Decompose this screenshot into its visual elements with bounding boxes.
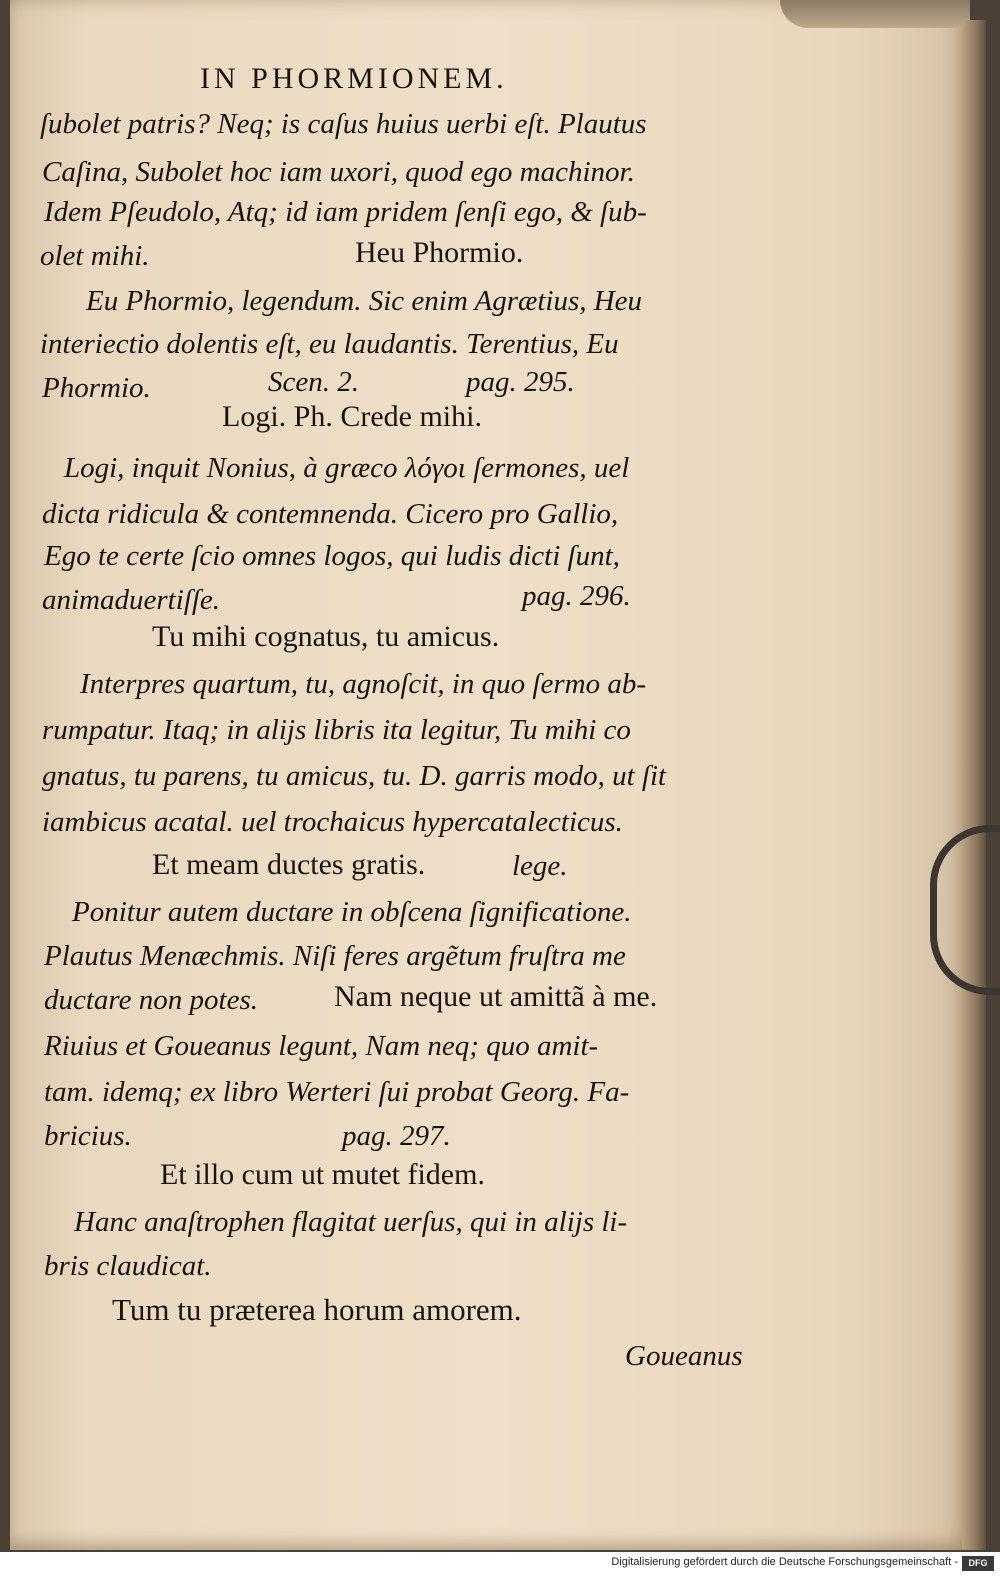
digitization-credit: Digitalisierung gefördert durch die Deutsche Forschungsgemeinschaft - bbox=[611, 1556, 958, 1568]
text-line-7b: Scen. 2. bbox=[268, 366, 359, 398]
text-line-3: Idem Pſeudolo, Atq; id iam pridem ſenſi ego, & ſub- bbox=[44, 196, 647, 228]
text-line-22: Riuius et Goueanus legunt, Nam neq; quo amit- bbox=[44, 1030, 599, 1062]
text-line-2: Caſina, Subolet hoc iam uxori, quod ego machinor. bbox=[42, 156, 635, 188]
text-line-17: iambicus acatal. uel trochaicus hypercatalecticus. bbox=[42, 806, 623, 838]
text-line-7c: pag. 295. bbox=[466, 366, 575, 398]
text-line-19: Ponitur autem ductare in obſcena ſignificatione. bbox=[72, 896, 632, 928]
text-line-8: Logi. Ph. Crede mihi. bbox=[222, 400, 482, 433]
catchword: Goueanus bbox=[625, 1340, 743, 1372]
text-line-24b: pag. 297. bbox=[342, 1120, 451, 1152]
book-clip bbox=[930, 825, 1000, 995]
text-line-20: Plautus Menæchmis. Niſi feres argẽtum fruſtra me bbox=[44, 940, 626, 972]
text-line-14: Interpres quartum, tu, agnoſcit, in quo ſermo ab- bbox=[80, 668, 646, 700]
text-line-13: Tu mihi cognatus, tu amicus. bbox=[152, 620, 500, 653]
text-line-6: interiectio dolentis eſt, eu laudantis. Terentius, Eu bbox=[40, 328, 619, 360]
text-line-24a: bricius. bbox=[44, 1120, 132, 1152]
text-line-1: ſubolet patris? Neq; is caſus huius uerbi eſt. Plautus bbox=[40, 108, 647, 140]
page-edge-top bbox=[780, 0, 970, 28]
text-line-16: gnatus, tu parens, tu amicus, tu. D. garris modo, ut ſit bbox=[42, 760, 667, 792]
text-line-27: bris claudicat. bbox=[44, 1250, 212, 1282]
text-line-18a: Et meam ductes gratis. bbox=[152, 848, 426, 881]
text-line-4a: olet mihi. bbox=[40, 240, 150, 272]
text-line-15: rumpatur. Itaq; in alijs libris ita legitur, Tu mihi co bbox=[42, 714, 631, 746]
text-line-23: tam. idemq; ex libro Werteri ſui probat Georg. Fa- bbox=[44, 1076, 630, 1108]
text-line-5: Eu Phormio, legendum. Sic enim Agrætius, Heu bbox=[86, 285, 643, 317]
text-line-7a: Phormio. bbox=[42, 372, 151, 404]
text-line-21b: Nam neque ut amittã à me. bbox=[334, 980, 658, 1013]
text-line-12b: pag. 296. bbox=[522, 580, 631, 612]
text-line-25: Et illo cum ut mutet fidem. bbox=[160, 1158, 485, 1191]
text-line-26: Hanc anaſtrophen flagitat uerſus, qui in alijs li- bbox=[74, 1206, 628, 1238]
text-line-9: Logi, inquit Nonius, à græco λόγοι ſermones, uel bbox=[64, 452, 630, 484]
text-line-28: Tum tu præterea horum amorem. bbox=[112, 1292, 522, 1327]
text-line-11: Ego te certe ſcio omnes logos, qui ludis dicti ſunt, bbox=[44, 540, 620, 572]
text-line-4b: Heu Phormio. bbox=[355, 236, 524, 269]
page-edge-right bbox=[962, 20, 986, 1550]
text-line-12a: animaduertiſſe. bbox=[42, 584, 221, 616]
dfg-logo: DFG bbox=[962, 1556, 994, 1571]
text-line-21a: ductare non potes. bbox=[44, 984, 258, 1016]
text-line-10: dicta ridicula & contemnenda. Cicero pro Gallio, bbox=[42, 498, 619, 530]
text-line-18b: lege. bbox=[512, 850, 568, 882]
running-header: IN PHORMIONEM. bbox=[200, 62, 508, 95]
